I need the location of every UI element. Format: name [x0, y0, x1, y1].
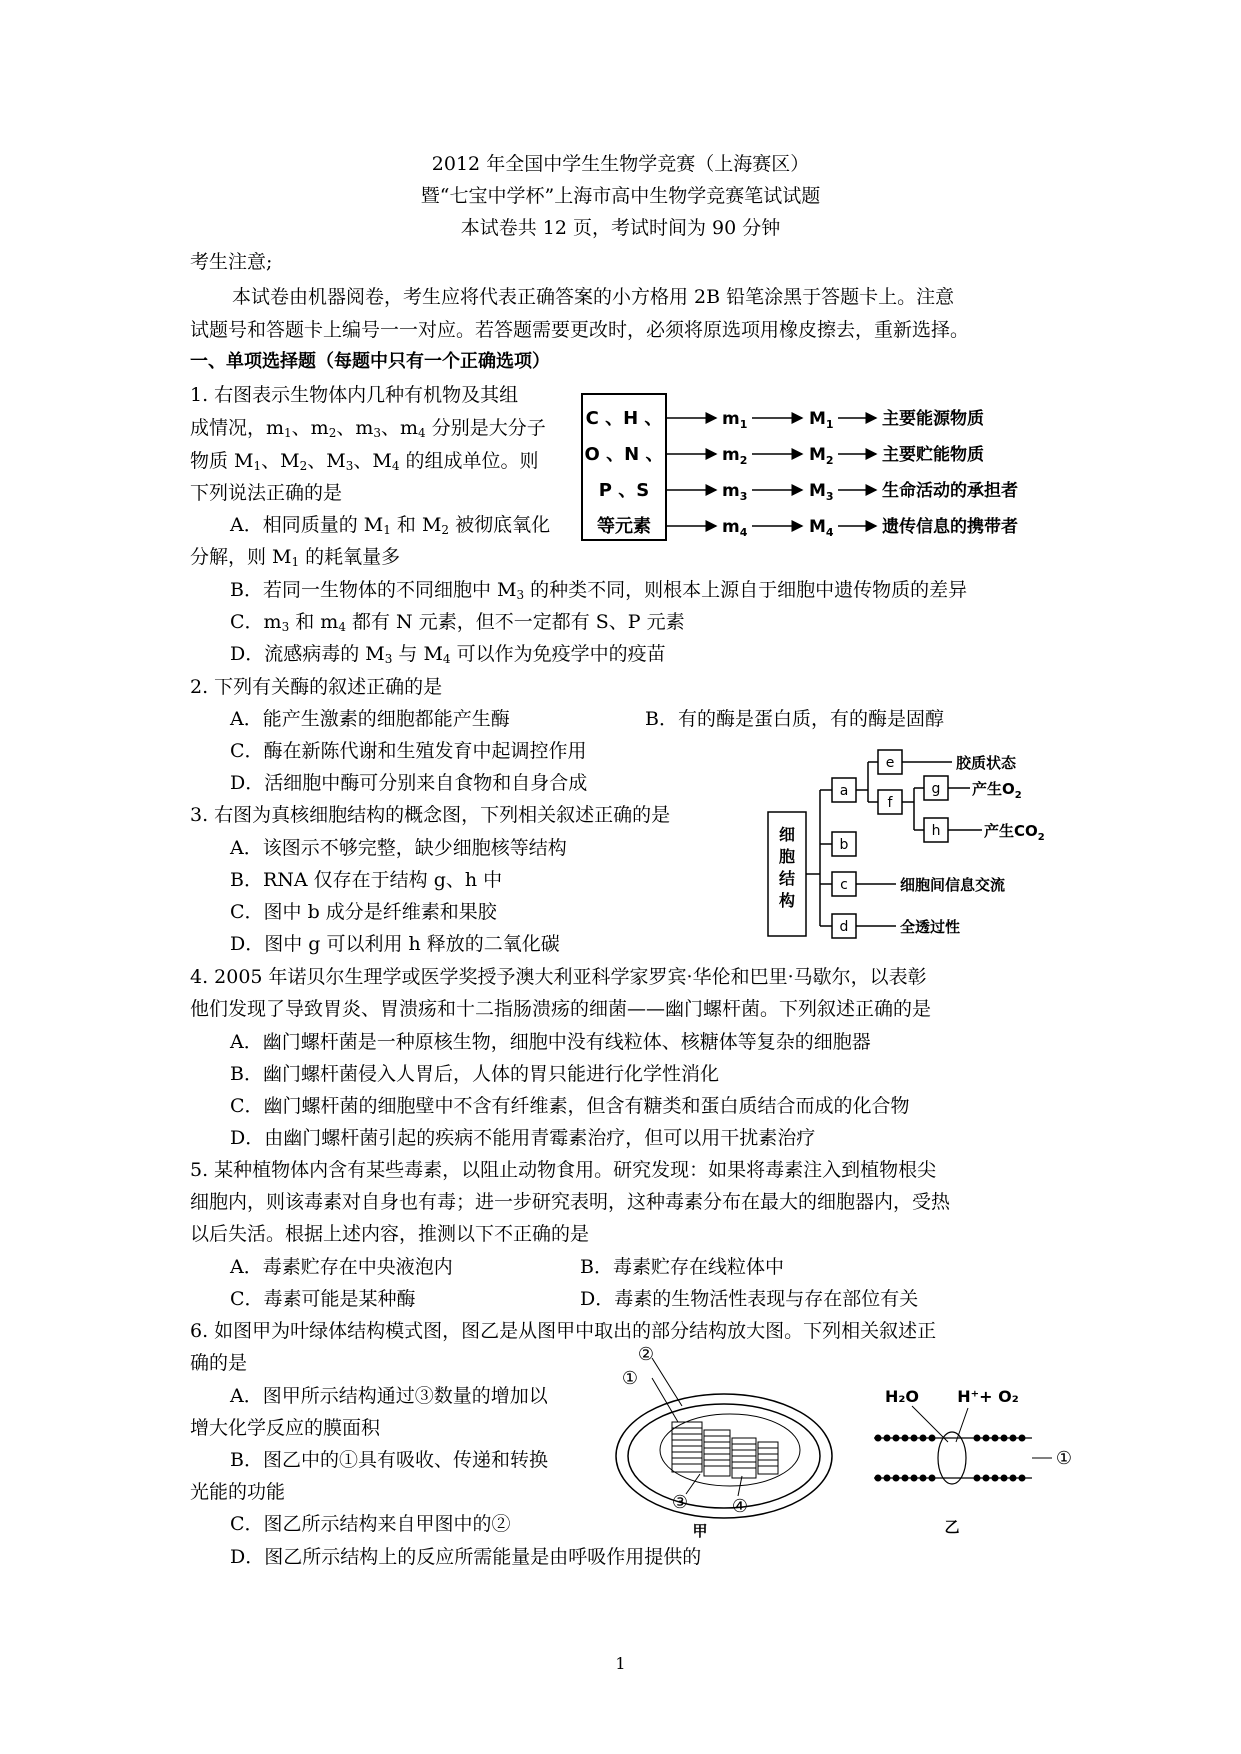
h-label-sub: 2 — [1037, 832, 1045, 843]
q1-option-a-1: A．相同质量的 $M_1$ 和 $M_2$ 被彻底氧化 — [230, 514, 551, 537]
q5-option-b: B．毒素贮存在线粒体中 — [580, 1256, 784, 1278]
title-line-3: 本试卷共 12 页，考试时间为 90 分钟 — [460, 217, 781, 239]
lipid-head — [1010, 1475, 1017, 1482]
q6-stem-2: 确的是 — [190, 1352, 248, 1374]
node-f: f — [887, 795, 893, 811]
q4-option-b: B．幽门螺杆菌侵入人胃后，人体的胃只能进行化学性消化 — [230, 1063, 719, 1085]
lipid-head — [893, 1475, 900, 1482]
role-3: 生命活动的承担者 — [882, 481, 1018, 501]
label-yi: 乙 — [944, 1518, 960, 1536]
lipid-head — [1019, 1435, 1026, 1442]
section-title: 一、单项选择题（每题中只有一个正确选项） — [190, 351, 550, 372]
g-label-sub: 2 — [1014, 790, 1022, 801]
lipid-head — [992, 1435, 999, 1442]
q6-stem-1: 6. 如图甲为叶绿体结构模式图，图乙是从图甲中取出的部分结构放大图。下列相关叙述正 — [190, 1320, 937, 1342]
notice-line-1: 本试卷由机器阅卷，考生应将代表正确答案的小方格用 2B 铅笔涂黑于答题卡上。注意 — [232, 286, 955, 308]
e-label: 胶质状态 — [956, 754, 1017, 772]
node-a: a — [839, 783, 849, 799]
q1-option-c: C．$m_3$ 和 $m_4$ 都有 N 元素，但不一定都有 S、P 元素 — [230, 611, 685, 634]
element-line-3: P 、S — [598, 480, 650, 501]
lipid-head — [875, 1475, 882, 1482]
c-label: 细胞间信息交流 — [900, 876, 1006, 894]
q2-option-d: D．活细胞中酶可分别来自食物和自身合成 — [230, 772, 588, 794]
element-line-4: 等元素 — [597, 516, 651, 537]
q6-option-b-1: B．图乙中的①具有吸收、传递和转换 — [230, 1449, 548, 1471]
lipid-head — [902, 1435, 909, 1442]
small-m-3: m — [722, 481, 740, 501]
element-line-1: C 、H 、 — [585, 408, 663, 429]
lipid-head — [1019, 1475, 1026, 1482]
label-h2o: H₂O — [885, 1387, 919, 1406]
fig1-row-4 — [666, 516, 1018, 539]
q5-stem-1: 5. 某种植物体内含有某些毒素，以阻止动物食用。研究发现：如果将毒素注入到植物根尖 — [190, 1159, 937, 1181]
lipid-head — [974, 1435, 981, 1442]
small-m-index-4: 4 — [739, 526, 748, 539]
q3-option-b: B．RNA 仅存在于结构 g、h 中 — [230, 869, 503, 891]
label-2: ② — [637, 1346, 655, 1365]
lipid-head — [911, 1475, 918, 1482]
role-4: 遗传信息的携带者 — [882, 517, 1018, 537]
lipid-head — [983, 1435, 990, 1442]
q6-option-c: C．图乙所示结构来自甲图中的② — [230, 1513, 511, 1535]
node-b: b — [839, 837, 849, 853]
svg-text:M1 — [809, 409, 834, 431]
q6-option-b-2: 光能的功能 — [190, 1481, 286, 1503]
node-h: h — [931, 823, 941, 839]
lipid-head — [983, 1475, 990, 1482]
q2-option-a: A．能产生激素的细胞都能产生酶 — [230, 708, 510, 730]
h-label: 产生CO — [984, 822, 1038, 840]
svg-text:产生O2 — [972, 780, 1022, 801]
label-membrane-1: ① — [1055, 1448, 1072, 1469]
node-c: c — [840, 877, 848, 893]
q1-figure — [580, 392, 1080, 544]
lipid-head — [920, 1475, 927, 1482]
q5-stem-2: 细胞内，则该毒素对自身也有毒；进一步研究表明，这种毒素分布在最大的细胞器内，受热 — [190, 1191, 951, 1213]
membrane-diagram — [874, 1406, 1052, 1484]
role-2: 主要贮能物质 — [882, 445, 984, 465]
role-1: 主要能源物质 — [882, 409, 984, 429]
node-d: d — [839, 919, 849, 935]
svg-text:m2 — [722, 445, 747, 467]
lipid-head — [929, 1435, 936, 1442]
grana-stacks — [672, 1422, 778, 1478]
element-line-2: O 、N 、 — [584, 444, 664, 465]
lipid-head — [902, 1475, 909, 1482]
svg-text:M3 — [809, 481, 834, 503]
q1-option-a-2: 分解，则 $M_1$ 的耗氧量多 — [190, 546, 401, 569]
label-hplus-o2: H⁺+ O₂ — [957, 1387, 1019, 1406]
label-3: ③ — [671, 1492, 689, 1513]
root-char-1: 细 — [778, 825, 796, 844]
q3-option-a: A．该图示不够完整，缺少细胞核等结构 — [230, 837, 567, 859]
root-char-2: 胞 — [778, 847, 796, 866]
root-char-4: 构 — [778, 891, 796, 910]
label-4: ④ — [731, 1496, 749, 1517]
q1-option-b: B．若同一生物体的不同细胞中 $M_3$ 的种类不同，则根本上源自于细胞中遗传物质的差异 — [230, 579, 968, 602]
lipid-head — [893, 1435, 900, 1442]
q6-option-a-1: A．图甲所示结构通过③数量的增加以 — [230, 1385, 548, 1407]
lipid-head — [929, 1475, 936, 1482]
small-m-index-1: 1 — [739, 418, 748, 431]
membrane-lipid-heads — [875, 1435, 1026, 1482]
big-m-2: M — [809, 445, 826, 465]
q4-option-a: A．幽门螺杆菌是一种原核生物，细胞中没有线粒体、核糖体等复杂的细胞器 — [230, 1031, 871, 1053]
small-m-1: m — [722, 409, 740, 429]
lipid-head — [884, 1475, 891, 1482]
svg-text:产生CO2 — [984, 822, 1045, 843]
g-label: 产生O — [972, 780, 1015, 798]
big-m-1: M — [809, 409, 826, 429]
q2-option-c: C．酶在新陈代谢和生殖发育中起调控作用 — [230, 740, 587, 762]
big-m-index-4: 4 — [825, 526, 834, 539]
fig1-row-2 — [666, 444, 984, 467]
chloroplast-diagram — [616, 1358, 832, 1518]
root-char-3: 结 — [778, 869, 796, 888]
q1-stem-3: 物质 $M_1$、$M_2$、$M_3$、$M_4$ 的组成单位。则 — [190, 450, 539, 473]
q3-option-c: C．图中 b 成分是纤维素和果胶 — [230, 901, 497, 923]
node-g: g — [931, 781, 941, 797]
big-m-index-1: 1 — [825, 418, 834, 431]
notice-line-2: 试题号和答题卡上编号一一对应。若答题需要更改时，必须将原选项用橡皮擦去，重新选择。 — [190, 319, 970, 341]
q4-stem-1: 4. 2005 年诺贝尔生理学或医学奖授予澳大利亚科学家罗宾·华伦和巴里·马歇尔，以表彰 — [190, 966, 927, 988]
fig1-row-1 — [666, 408, 984, 431]
q6-option-a-2: 增大化学反应的膜面积 — [190, 1417, 381, 1439]
big-m-4: M — [809, 517, 826, 537]
lipid-head — [1001, 1475, 1008, 1482]
q3-option-d: D．图中 g 可以利用 h 释放的二氧化碳 — [230, 933, 560, 955]
big-m-index-3: 3 — [825, 490, 834, 503]
lipid-head — [1001, 1435, 1008, 1442]
svg-text:M2 — [809, 445, 834, 467]
node-e: e — [885, 755, 895, 771]
small-m-4: m — [722, 517, 740, 537]
lipid-head — [875, 1435, 882, 1442]
small-m-index-3: 3 — [739, 490, 748, 503]
page-number: 1 — [615, 1654, 626, 1673]
lipid-head — [992, 1475, 999, 1482]
q2-option-b: B．有的酶是蛋白质，有的酶是固醇 — [645, 708, 944, 730]
lipid-head — [911, 1435, 918, 1442]
q2-stem: 2. 下列有关酶的叙述正确的是 — [190, 676, 443, 698]
q5-option-c: C．毒素可能是某种酶 — [230, 1288, 416, 1310]
small-m-2: m — [722, 445, 740, 465]
lipid-head — [1010, 1435, 1017, 1442]
q3-stem: 3. 右图为真核细胞结构的概念图，下列相关叙述正确的是 — [190, 804, 671, 826]
q1-stem-4: 下列说法正确的是 — [190, 482, 343, 504]
svg-text:m4 — [722, 517, 748, 539]
lipid-head — [920, 1435, 927, 1442]
title-line-1: 2012 年全国中学生生物学竞赛（上海赛区） — [431, 153, 810, 175]
label-1: ① — [621, 1368, 639, 1389]
q5-option-a: A．毒素贮存在中央液泡内 — [230, 1256, 453, 1278]
q5-option-d: D．毒素的生物活性表现与存在部位有关 — [580, 1288, 919, 1310]
q3-figure — [760, 748, 1080, 946]
fig1-row-3 — [666, 480, 1018, 503]
q1-option-d: D．流感病毒的 $M_3$ 与 $M_4$ 可以作为免疫学中的疫苗 — [230, 643, 666, 666]
q1-stem-2: 成情况，$m_1$、$m_2$、$m_3$、$m_4$ 分别是大分子 — [190, 417, 546, 440]
notice-heading: 考生注意; — [190, 251, 273, 273]
label-jia: 甲 — [692, 1522, 708, 1540]
q4-option-c: C．幽门螺杆菌的细胞壁中不含有纤维素，但含有糖类和蛋白质结合而成的化合物 — [230, 1095, 910, 1117]
d-label: 全透过性 — [900, 918, 961, 936]
q6-option-d: D．图乙所示结构上的反应所需能量是由呼吸作用提供的 — [230, 1546, 702, 1568]
q6-figure — [612, 1346, 1072, 1542]
q4-option-d: D．由幽门螺杆菌引起的疾病不能用青霉素治疗，但可以用干扰素治疗 — [230, 1127, 816, 1149]
big-m-3: M — [809, 481, 826, 501]
svg-text:m3 — [722, 481, 747, 503]
small-m-index-2: 2 — [739, 454, 748, 467]
big-m-index-2: 2 — [825, 454, 834, 467]
q5-stem-3: 以后失活。根据上述内容，推测以下不正确的是 — [190, 1223, 590, 1245]
svg-text:m1 — [722, 409, 747, 431]
svg-text:M4 — [809, 517, 834, 539]
lipid-head — [974, 1475, 981, 1482]
lipid-head — [884, 1435, 891, 1442]
q1-stem-1: 1. 右图表示生物体内几种有机物及其组 — [190, 384, 519, 406]
title-line-2: 暨“七宝中学杯”上海市高中生物学竞赛笔试试题 — [420, 185, 821, 207]
q4-stem-2: 他们发现了导致胃炎、胃溃疡和十二指肠溃疡的细菌——幽门螺杆菌。下列叙述正确的是 — [190, 998, 932, 1020]
